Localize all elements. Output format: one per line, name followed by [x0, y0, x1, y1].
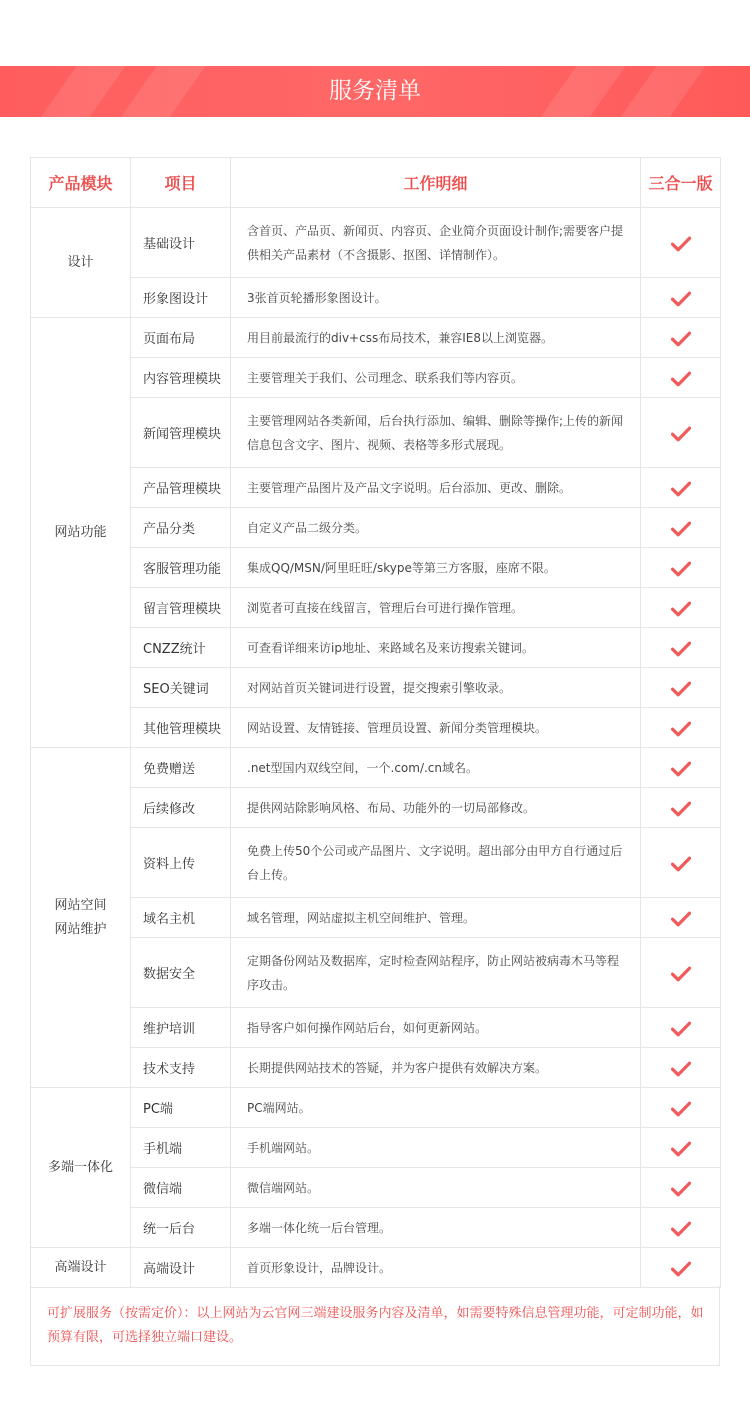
check-cell — [641, 938, 721, 1008]
item-cell: 客服管理功能 — [131, 548, 231, 588]
check-cell — [641, 828, 721, 898]
table-row — [31, 278, 721, 318]
detail-cell: 指导客户如何操作网站后台，如何更新网站。 — [231, 1008, 641, 1048]
check-icon — [671, 801, 691, 817]
check-icon — [671, 371, 691, 387]
check-icon — [671, 291, 691, 307]
check-cell — [641, 468, 721, 508]
check-icon — [671, 1061, 691, 1077]
detail-cell: 3张首页轮播形象图设计。 — [231, 278, 641, 318]
detail-cell: 长期提供网站技术的答疑，并为客户提供有效解决方案。 — [231, 1048, 641, 1088]
item-cell: 免费赠送 — [131, 748, 231, 788]
detail-cell: PC端网站。 — [231, 1088, 641, 1128]
item-cell: 形象图设计 — [131, 278, 231, 318]
table-row — [31, 788, 721, 828]
item-cell: 微信端 — [131, 1168, 231, 1208]
table-row — [31, 588, 721, 628]
check-cell — [641, 668, 721, 708]
detail-cell: .net型国内双线空间，一个.com/.cn域名。 — [231, 748, 641, 788]
table-row — [31, 1048, 721, 1088]
detail-cell: 多端一体化统一后台管理。 — [231, 1208, 641, 1248]
detail-cell: 浏览者可直接在线留言，管理后台可进行操作管理。 — [231, 588, 641, 628]
check-cell — [641, 358, 721, 398]
item-cell: 留言管理模块 — [131, 588, 231, 628]
check-cell — [641, 588, 721, 628]
check-cell — [641, 628, 721, 668]
item-cell: 后续修改 — [131, 788, 231, 828]
detail-cell: 含首页、产品页、新闻页、内容页、企业简介页面设计制作;需要客户提供相关产品素材（不含摄影、抠图、详情制作）。 — [231, 208, 641, 278]
page-title: 服务清单 — [329, 78, 421, 104]
check-cell — [641, 1168, 721, 1208]
header-package: 三合一版 — [641, 158, 721, 208]
table-row — [31, 708, 721, 748]
service-table — [30, 157, 721, 1288]
table-row — [31, 748, 721, 788]
table-row — [31, 1208, 721, 1248]
detail-cell: 手机端网站。 — [231, 1128, 641, 1168]
module-label: 网站空间 — [54, 897, 107, 913]
item-cell: 资料上传 — [131, 828, 231, 898]
item-cell: 新闻管理模块 — [131, 398, 231, 468]
check-icon — [671, 521, 691, 537]
item-cell: 数据安全 — [131, 938, 231, 1008]
check-icon — [671, 561, 691, 577]
module-label: 网站维护 — [54, 921, 107, 937]
item-cell: 基础设计 — [131, 208, 231, 278]
check-cell — [641, 1048, 721, 1088]
item-cell: 页面布局 — [131, 318, 231, 358]
check-icon — [671, 481, 691, 497]
table-row — [31, 1168, 721, 1208]
check-cell — [641, 1248, 721, 1288]
table-row — [31, 1248, 721, 1288]
check-cell — [641, 1088, 721, 1128]
detail-cell: 微信端网站。 — [231, 1168, 641, 1208]
check-icon — [671, 641, 691, 657]
detail-cell: 用目前最流行的div+css布局技术，兼容IE8以上浏览器。 — [231, 318, 641, 358]
table-row — [31, 508, 721, 548]
table-row — [31, 668, 721, 708]
table-row — [31, 1088, 721, 1128]
table-row — [31, 208, 721, 278]
banner — [0, 66, 750, 117]
table-row — [31, 628, 721, 668]
check-cell — [641, 1208, 721, 1248]
check-cell — [641, 208, 721, 278]
item-cell: 域名主机 — [131, 898, 231, 938]
item-cell: 维护培训 — [131, 1008, 231, 1048]
detail-cell: 提供网站除影响风格、布局、功能外的一切局部修改。 — [231, 788, 641, 828]
check-icon — [671, 426, 691, 442]
item-cell: 统一后台 — [131, 1208, 231, 1248]
detail-cell: 首页形象设计，品牌设计。 — [231, 1248, 641, 1288]
check-icon — [671, 721, 691, 737]
table-body — [31, 208, 721, 1288]
module-label: 设计 — [67, 254, 94, 270]
detail-cell: 自定义产品二级分类。 — [231, 508, 641, 548]
check-cell — [641, 548, 721, 588]
header-detail: 工作明细 — [231, 158, 641, 208]
check-icon — [671, 1221, 691, 1237]
check-icon — [671, 681, 691, 697]
module-label: 多端一体化 — [47, 1159, 113, 1175]
item-cell: PC端 — [131, 1088, 231, 1128]
check-icon — [671, 856, 691, 872]
detail-cell: 主要管理网站各类新闻，后台执行添加、编辑、删除等操作;上传的新闻信息包含文字、图片、视频、表格等多形式展现。 — [231, 398, 641, 468]
item-cell: 技术支持 — [131, 1048, 231, 1088]
item-cell: CNZZ统计 — [131, 628, 231, 668]
check-cell — [641, 898, 721, 938]
check-icon — [671, 966, 691, 982]
check-cell — [641, 748, 721, 788]
check-cell — [641, 508, 721, 548]
table-row — [31, 548, 721, 588]
table-row — [31, 318, 721, 358]
detail-cell: 主要管理关于我们、公司理念、联系我们等内容页。 — [231, 358, 641, 398]
check-icon — [671, 1021, 691, 1037]
check-cell — [641, 708, 721, 748]
check-icon — [671, 1181, 691, 1197]
header-item: 项目 — [131, 158, 231, 208]
table-row — [31, 468, 721, 508]
item-cell: 手机端 — [131, 1128, 231, 1168]
table-row — [31, 398, 721, 468]
module-cell — [31, 1088, 131, 1248]
table-row — [31, 828, 721, 898]
detail-cell: 定期备份网站及数据库，定时检查网站程序，防止网站被病毒木马等程序攻击。 — [231, 938, 641, 1008]
detail-cell: 集成QQ/MSN/阿里旺旺/skype等第三方客服，座席不限。 — [231, 548, 641, 588]
table-row — [31, 1008, 721, 1048]
check-icon — [671, 911, 691, 927]
check-cell — [641, 318, 721, 358]
module-cell — [31, 208, 131, 318]
check-icon — [671, 761, 691, 777]
check-cell — [641, 1008, 721, 1048]
module-cell — [31, 748, 131, 1088]
detail-cell: 域名管理，网站虚拟主机空间维护、管理。 — [231, 898, 641, 938]
module-cell — [31, 1248, 131, 1288]
item-cell: 高端设计 — [131, 1248, 231, 1288]
detail-cell: 网站设置、友情链接、管理员设置、新闻分类管理模块。 — [231, 708, 641, 748]
item-cell: SEO关键词 — [131, 668, 231, 708]
detail-cell: 对网站首页关键词进行设置，提交搜索引擎收录。 — [231, 668, 641, 708]
item-cell: 产品管理模块 — [131, 468, 231, 508]
item-cell: 其他管理模块 — [131, 708, 231, 748]
item-cell: 产品分类 — [131, 508, 231, 548]
check-icon — [671, 1261, 691, 1277]
table-row — [31, 358, 721, 398]
check-cell — [641, 1128, 721, 1168]
table-row — [31, 938, 721, 1008]
check-icon — [671, 236, 691, 252]
check-icon — [671, 1141, 691, 1157]
header-module: 产品模块 — [31, 158, 131, 208]
table-header-row — [31, 158, 721, 208]
check-cell — [641, 278, 721, 318]
item-cell: 内容管理模块 — [131, 358, 231, 398]
module-cell — [31, 318, 131, 748]
table-row — [31, 1128, 721, 1168]
check-icon — [671, 1101, 691, 1117]
detail-cell: 可查看详细来访ip地址、来路域名及来访搜索关键词。 — [231, 628, 641, 668]
detail-cell: 主要管理产品图片及产品文字说明。后台添加、更改、删除。 — [231, 468, 641, 508]
module-label: 高端设计 — [54, 1259, 107, 1275]
check-icon — [671, 331, 691, 347]
check-icon — [671, 601, 691, 617]
check-cell — [641, 788, 721, 828]
check-cell — [641, 398, 721, 468]
detail-cell: 免费上传50个公司或产品图片、文字说明。超出部分由甲方自行通过后台上传。 — [231, 828, 641, 898]
module-label: 网站功能 — [54, 524, 107, 540]
table-row — [31, 898, 721, 938]
footer-note: 可扩展服务（按需定价）：以上网站为云官网三端建设服务内容及清单，如需要特殊信息管理功能，可定制功能，如预算有限，可选择独立端口建设。 — [30, 1286, 720, 1366]
